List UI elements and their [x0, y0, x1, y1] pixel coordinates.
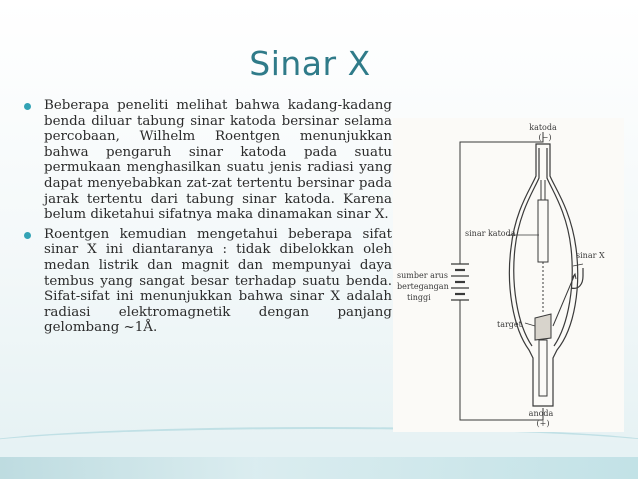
label-katoda-sign: (−)	[538, 133, 552, 142]
bullet-dot-icon	[24, 103, 31, 110]
label-sumber-1: sumber arus	[397, 271, 448, 280]
label-sumber-3: tinggi	[407, 293, 431, 302]
label-sinar-katoda: sinar katoda	[465, 229, 516, 238]
label-sumber-2: bertegangan	[397, 282, 449, 291]
xray-tube-figure	[393, 118, 624, 432]
bullet-text: Roentgen kemudian mengetahui beberapa sifat sinar X ini diantaranya : tidak dibelokkan oleh medan listrik dan magnit dan mempunyai daya tembus yang sangat besar terhadap suatu benda. Sifat-sifat ini menunjukkan bahwa sinar X adalah radiasi elektromagnetik dengan panjang gelombang ~1Å.	[44, 226, 392, 336]
bullet-text: Beberapa peneliti melihat bahwa kadang-kadang benda diluar tabung sinar katoda bersinar selama percobaan, Wilhelm Roentgen menunjukkan bahwa pengaruh sinar katoda pada suatu permukaan menghasilkan suatu jenis radiasi yang dapat menyebabkan zat-zat tertentu bersinar pada jarak tertentu dari tabung sinar katoda. Karena belum diketahui sifatnya maka dinamakan sinar X.	[44, 98, 392, 223]
bullet-item	[18, 98, 392, 223]
target-anode	[535, 314, 551, 396]
slide-title: Sinar X	[249, 44, 371, 83]
cathode-rod	[538, 180, 548, 314]
decorative-band	[0, 457, 638, 479]
battery-icon	[451, 258, 469, 304]
xray-tube-diagram	[393, 118, 624, 432]
bullet-list	[18, 98, 392, 336]
bullet-item	[18, 227, 392, 336]
label-sinar-x: sinar X	[576, 251, 605, 260]
glass-tube-outline	[509, 144, 583, 406]
circuit-wires	[460, 132, 543, 420]
label-anoda: anoda	[528, 409, 554, 418]
label-katoda: katoda	[529, 123, 557, 132]
label-target: target	[497, 320, 522, 329]
bullet-dot-icon	[24, 232, 31, 239]
label-anoda-sign: (+)	[536, 419, 550, 428]
